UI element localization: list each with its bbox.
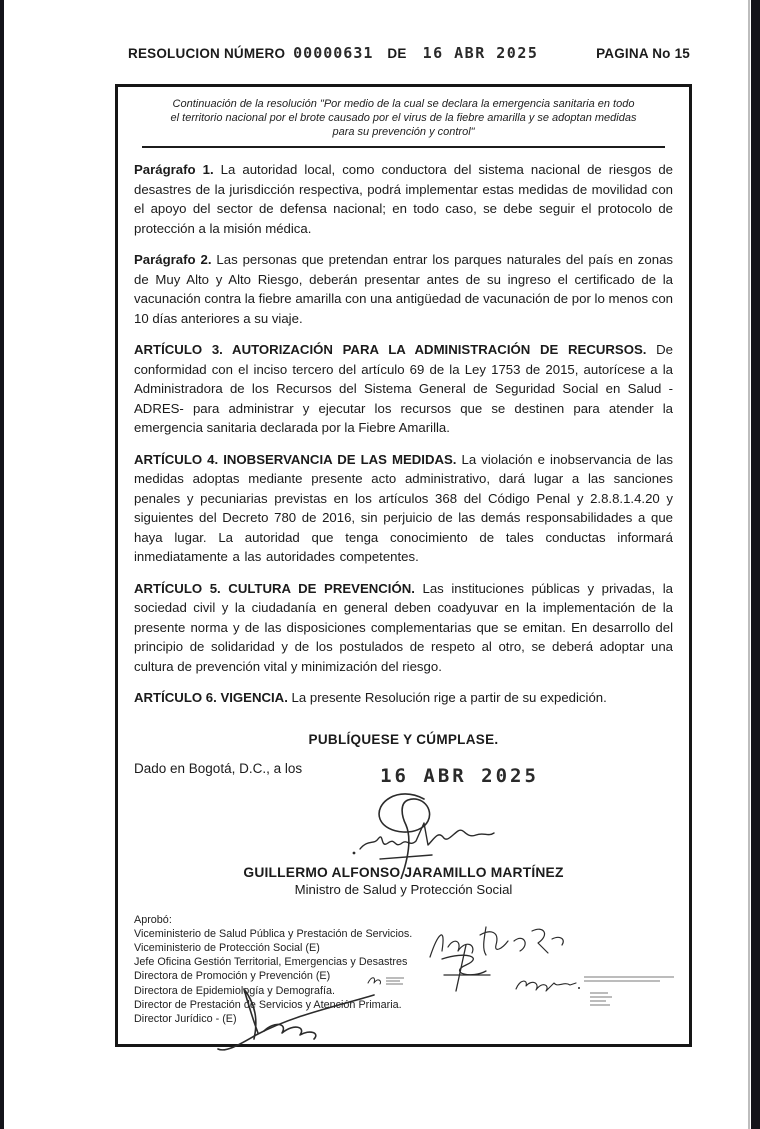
publish-line: PUBLÍQUESE Y CÚMPLASE. (308, 731, 499, 747)
signature-block (134, 865, 673, 897)
approval-initials-icon (512, 975, 582, 995)
paragraph-2-label: Parágrafo 2. (134, 252, 212, 267)
page-header (128, 44, 690, 62)
issued-at-label: Dado en Bogotá, D.C., a los (134, 760, 303, 776)
digital-signature-stamp-icon (582, 973, 677, 1013)
scan-edge-line (748, 0, 750, 1129)
resolution-label: RESOLUCION NÚMERO (128, 46, 286, 61)
paragraph-1 (134, 160, 673, 238)
resolution-number-stamp: 00000631 (293, 44, 374, 62)
article-6-text: La presente Resolución rige a partir de su expedición. (291, 690, 607, 705)
paragraph-1-label: Parágrafo 1. (134, 162, 214, 177)
document-frame (115, 84, 692, 1047)
page-number-label: PAGINA No 15 (596, 46, 690, 61)
scan-edge-left (0, 0, 4, 1129)
article-5 (134, 579, 673, 677)
approval-line-5: Directora de Epidemiología y Demografía. (134, 984, 336, 997)
article-3-text: De conformidad con el inciso tercero del artículo 69 de la Ley 1753 de 2015, autorícese a la Administradora de los Recursos del Sistema General de Seguridad Social en Salud -ADRES- para administrar y ejecutar los recursos que se destinen para atender la emergencia sanitaria declarada por la Fiebre Amarilla. (134, 342, 673, 435)
header-divider (142, 146, 665, 148)
signer-title: Ministro de Salud y Protección Social (294, 881, 513, 897)
paragraph-1-text: La autoridad local, como conductora del sistema nacional de riesgos de desastres de la jurisdicción respectiva, podrá implementar estas medidas de movilidad con el apoyo del sector de defensa nacional; en todo caso, se debe seguir el protocolo de protección a la misión médica. (134, 162, 673, 236)
de-label: DE (387, 46, 407, 61)
bottom-flourish-icon (214, 987, 384, 1057)
approval-line-3: Jefe Oficina Gestión Territorial, Emergencias y Desastres (134, 956, 408, 969)
signer-name: GUILLERMO ALFONSO JARAMILLO MARTÍNEZ (243, 864, 564, 880)
paragraph-2-text: Las personas que pretendan entrar los parques naturales del país en zonas de Muy Alto y Alto Riesgo, deberán presentar antes de su ingreso el certificado de la vacunación contra la fiebre amarilla con una antigüedad de vacunación de por lo menos con 10 días anteriores a su viaje. (134, 252, 673, 326)
paragraph-2 (134, 250, 673, 328)
issued-line (134, 761, 673, 787)
approval-line-7: Director Jurídico - (E) (134, 1012, 237, 1025)
article-6-label: ARTÍCULO 6. VIGENCIA. (134, 690, 288, 705)
approval-line-1: Viceministerio de Salud Pública y Prestación de Servicios. (134, 927, 413, 940)
article-6 (134, 688, 673, 708)
article-4-label: ARTÍCULO 4. INOBSERVANCIA DE LAS MEDIDAS. (134, 451, 457, 467)
approval-label: Aprobó: (134, 913, 172, 926)
continuation-note: Continuación de la resolución "Por medio de la cual se declara la emergencia sanitaria en todo el territorio nacional por el brote causado por el virus de la fiebre amarilla y se adoptan medidas para su prevención y control" (170, 98, 637, 138)
article-5-text: Las instituciones públicas y privadas, la sociedad civil y la ciudadanía en general deben coadyuvar en la implementación de la presente norma y de las disposiciones complementarias que se emitan. En desarrollo del principio de solidaridad y de los postulados de respeto al otro, se deberá adoptar una cultura de prevención vital y minimización del riesgo. (134, 580, 673, 674)
header-date-stamp: 16 ABR 2025 (422, 44, 539, 62)
article-4 (134, 450, 673, 567)
approval-scribble-icon (366, 973, 406, 987)
approval-line-4: Directora de Promoción y Prevención (E) (134, 970, 331, 983)
approval-block (134, 913, 673, 1027)
approval-line-2: Viceministerio de Protección Social (E) (134, 941, 320, 954)
article-4-text: La violación e inobservancia de las medidas adoptas mediante presente acto administrativo, dará lugar a las sanciones penales y pecuniarias previstas en los artículos 368 del Código Penal y 2.8.8.1.4.20 y siguientes del Decreto 780 de 2016, sin perjuicio de las demás responsabilidades a que haya lugar. La autoridad que tenga conocimiento de tales conductas informará inmediatamente a las autoridades competentes. (134, 451, 674, 564)
approval-flourish-icon (432, 945, 502, 993)
approval-line-6: Director de Prestación de Servicios y Atención Primaria. (134, 998, 402, 1011)
article-5-label: ARTÍCULO 5. CULTURA DE PREVENCIÓN. (134, 580, 415, 596)
issued-date-stamp: 16 ABR 2025 (380, 764, 539, 787)
article-3-label: ARTÍCULO 3. AUTORIZACIÓN PARA LA ADMINISTRACIÓN DE RECURSOS. (134, 342, 647, 357)
article-3 (134, 340, 673, 438)
scan-edge-right (751, 0, 760, 1129)
